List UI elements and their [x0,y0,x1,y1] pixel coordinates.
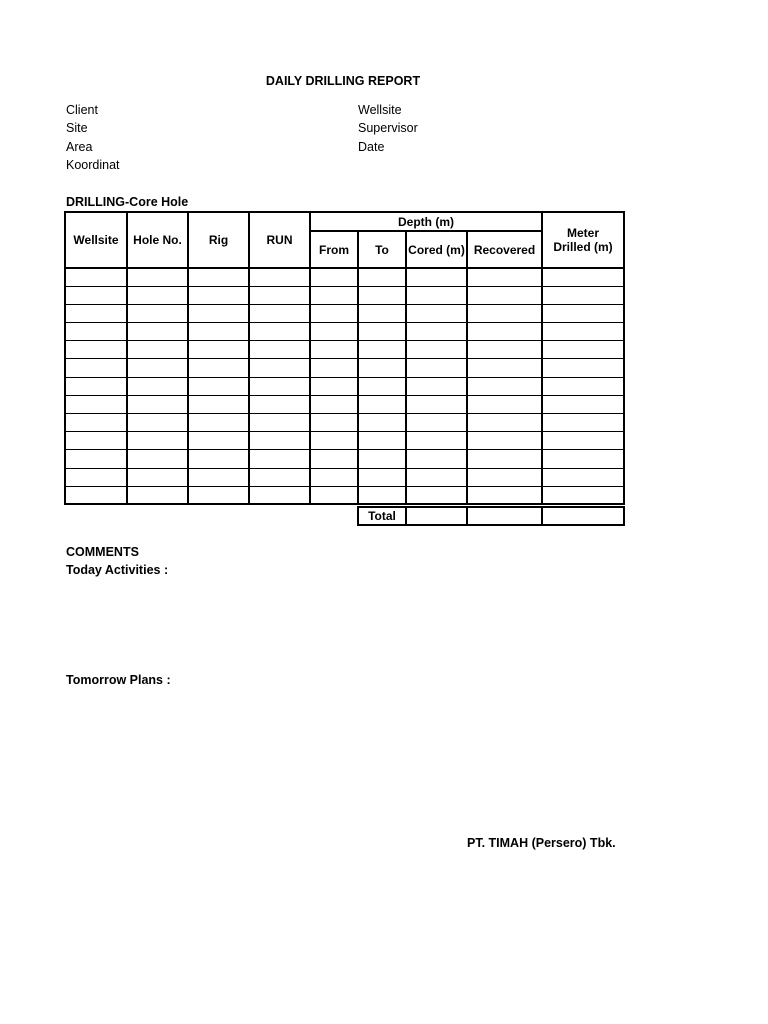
total-row [358,507,624,525]
koordinat-label: Koordinat [66,158,120,172]
total-cored-cell [406,507,467,525]
table-row [65,286,624,304]
col-header-hole-no: Hole No. [127,212,188,268]
total-table [357,506,625,526]
table-row [65,486,624,504]
col-header-from: From [310,231,358,268]
table-row [65,341,624,359]
table-row [65,304,624,322]
table-row [65,468,624,486]
total-label: Total [358,507,406,525]
col-header-rig: Rig [188,212,249,268]
col-header-cored: Cored (m) [406,231,467,268]
total-meter-drilled-cell [542,507,624,525]
meter-drilled-line-2: Drilled (m) [553,240,613,254]
supervisor-label: Supervisor [358,121,418,135]
comments-heading: COMMENTS [66,545,139,559]
report-title: DAILY DRILLING REPORT [265,74,421,88]
col-header-run: RUN [249,212,310,268]
client-label: Client [66,103,98,117]
today-activities-label: Today Activities : [66,563,169,577]
col-header-wellsite: Wellsite [65,212,127,268]
table-row [65,268,624,286]
table-row [65,450,624,468]
table-row [65,432,624,450]
col-header-recovered: Recovered [467,231,542,268]
drilling-table [64,211,625,505]
meter-drilled-line-1: Meter [566,226,599,240]
col-header-to: To [358,231,406,268]
area-label: Area [66,140,93,154]
wellsite-label: Wellsite [358,103,402,117]
date-label: Date [358,140,385,154]
col-header-depth-group: Depth (m) [310,212,542,231]
table-row [65,395,624,413]
table-row [65,323,624,341]
drilling-section-label: DRILLING-Core Hole [66,195,189,209]
col-header-meter-drilled [542,212,624,268]
site-label: Site [66,121,88,135]
tomorrow-plans-label: Tomorrow Plans : [66,673,171,687]
total-recovered-cell [467,507,542,525]
table-row [65,414,624,432]
table-row [65,377,624,395]
company-name: PT. TIMAH (Persero) Tbk. [467,836,616,850]
table-row [65,359,624,377]
